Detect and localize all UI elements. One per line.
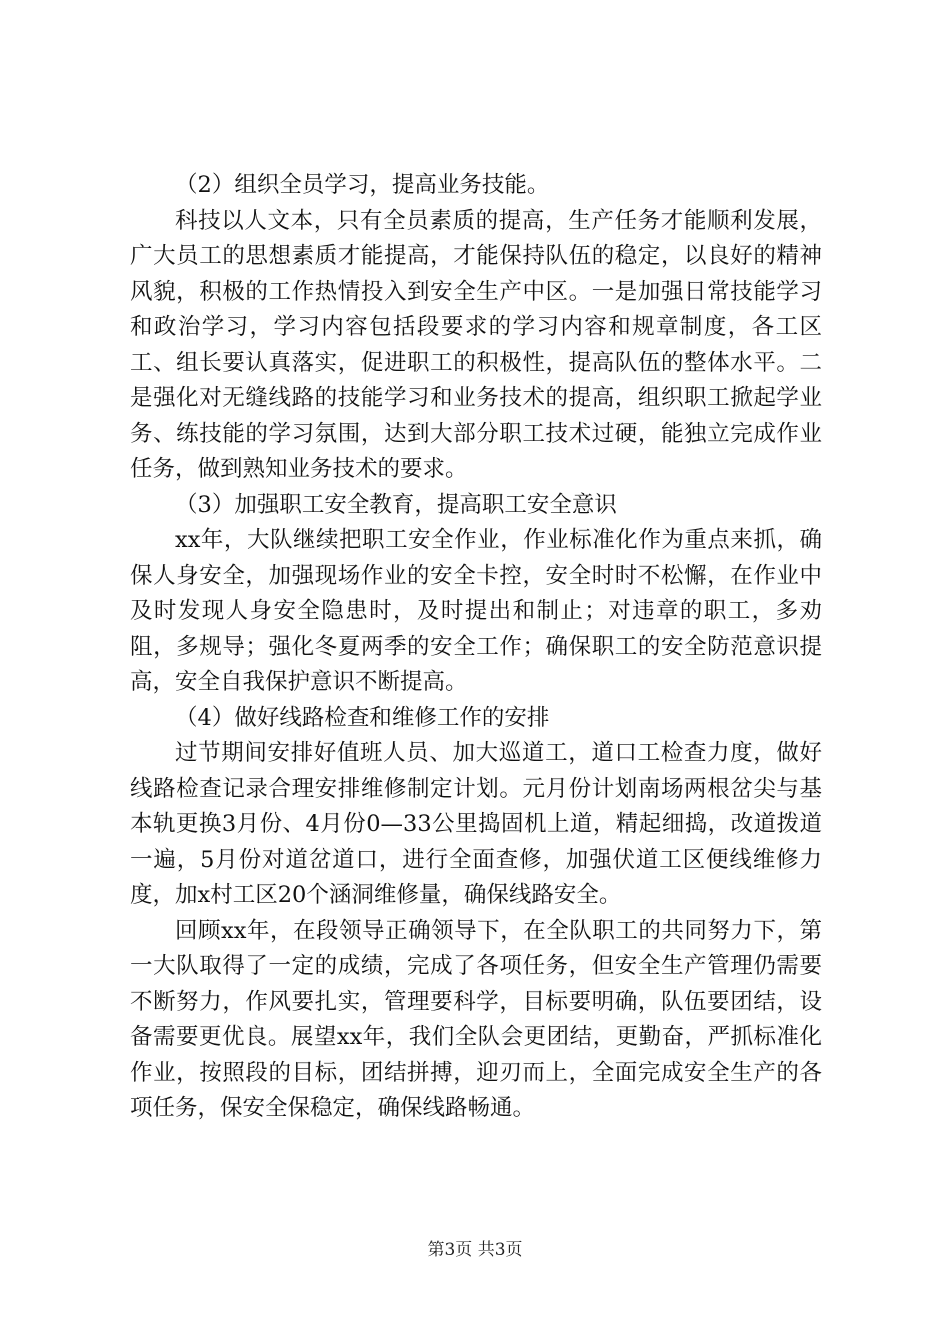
section-heading-2: （2）组织全员学习，提高业务技能。 [175,172,550,198]
page-number-footer: 第3页 共3页 [427,1240,523,1260]
section-heading-3: （3）加强职工安全教育，提高职工安全意识 [175,491,617,518]
paragraph-review: 回顾xx年，在段领导正确领导下，在全队职工的共同努力下，第一大队取得了一定的成绩，完成了各项任务，但安全生产管理仍需要不断努力，作风要扎实，管理要科学，目标要明确，队伍要团结，设备需要更优良。展望xx年，我们全队会更团结，更勤奋，严抓标准化作业，按照段的目标，团结拼搏，迎刃而上，全面完成安全生产的各项任务，保安全保稳定，确保线路畅通。 [130,917,822,1121]
document-body [130,168,822,1127]
paragraph-training: 科技以人文本，只有全员素质的提高，生产任务才能顺利发展，广大员工的思想素质才能提高，才能保持队伍的稳定，以良好的精神风貌，积极的工作热情投入到安全生产中区。一是加强日常技能学习和政治学习，学习内容包括段要求的学习内容和规章制度，各工区工、组长要认真落实，促进职工的积极性，提高队伍的整体水平。二是强化对无缝线路的技能学习和业务技术的提高，组织职工掀起学业务、练技能的学习氛围，达到大部分职工技术过硬，能独立完成作业任务，做到熟知业务技术的要求。 [130,207,822,482]
paragraph-maintenance: 过节期间安排好值班人员、加大巡道工，道口工检查力度，做好线路检查记录合理安排维修制定计划。元月份计划南场两根岔尖与基本轨更换3月份、4月份0—33公里捣固机上道，精起细捣，改道拨道一遍，5月份对道岔道口，进行全面查修，加强伏道工区便线维修力度，加x村工区20个涵洞维修量，确保线路安全。 [130,740,822,908]
section-heading-4: （4）做好线路检查和维修工作的安排 [175,704,550,731]
paragraph-safety: xx年，大队继续把职工安全作业，作业标准化作为重点来抓，确保人身安全，加强现场作业的安全卡控，安全时时不松懈，在作业中及时发现人身安全隐患时，及时提出和制止；对违章的职工，多劝阻，多规导；强化冬夏两季的安全工作；确保职工的安全防范意识提高，安全自我保护意识不断提高。 [130,527,822,695]
